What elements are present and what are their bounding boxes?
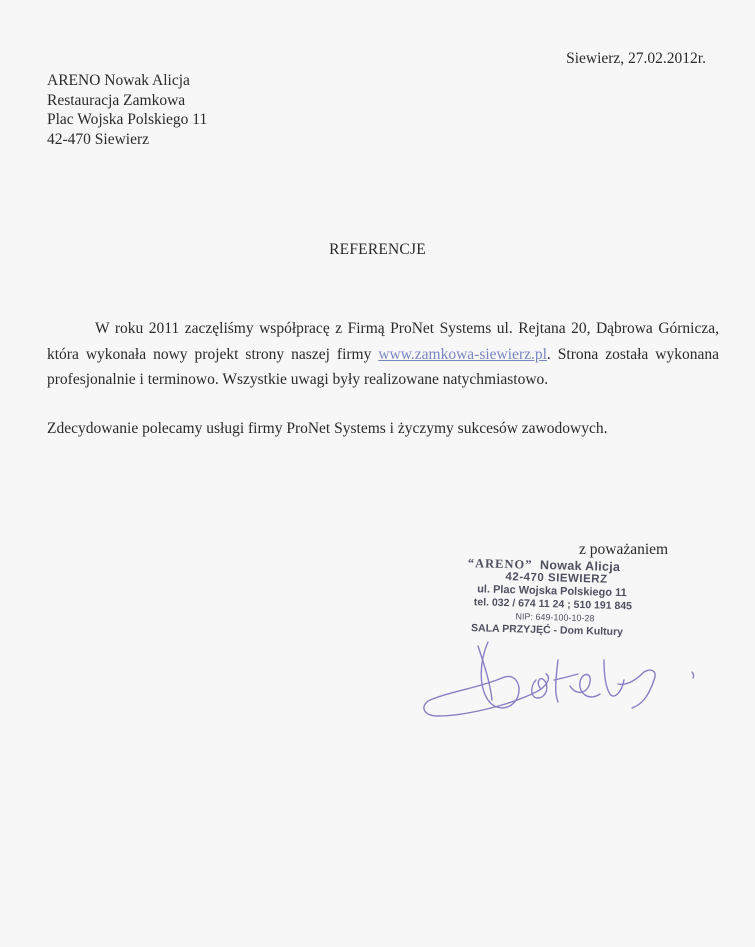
stamp-owner-name: Nowak Alicja — [539, 557, 621, 575]
paragraph-1-text-end: . Strona została wykonana profesjonalnie i terminowo. Wszystkie uwagi były realizowane natychmiastowo. — [47, 345, 719, 388]
letter-body — [47, 316, 719, 441]
stamp-line-phone: tel. 032 / 674 11 24 ; 510 191 845 — [473, 596, 633, 613]
company-stamp — [464, 557, 676, 640]
stamp-line-street: ul. Plac Wojska Polskiego 11 — [477, 583, 627, 600]
letter-date: Siewierz, 27.02.2012r. — [566, 50, 706, 67]
letter-title: REFERENCJE — [329, 241, 426, 258]
recipient-address — [47, 71, 207, 149]
body-paragraph-2: Zdecydowanie polecamy usługi firmy ProNet Systems i życzymy sukcesów zawodowych. — [47, 419, 608, 437]
recipient-city: 42-470 Siewierz — [47, 130, 150, 148]
body-paragraph-1 — [47, 316, 719, 393]
stamp-line-venue: SALA PRZYJĘĆ - Dom Kultury — [470, 622, 624, 639]
recipient-name: ARENO Nowak Alicja — [47, 72, 190, 89]
handwritten-signature — [418, 630, 718, 730]
closing-salutation: z poważaniem — [579, 541, 669, 558]
recipient-street: Plac Wojska Polskiego 11 — [47, 111, 208, 128]
stamp-line-nip: NIP: 649-100-10-28 — [515, 611, 595, 624]
stamp-firm-name: “ARENO” — [467, 556, 533, 572]
stamp-line-city: 42-470 SIEWIERZ — [505, 571, 608, 586]
website-link[interactable]: www.zamkowa-siewierz.pl — [378, 345, 547, 363]
recipient-business: Restauracja Zamkowa — [47, 91, 186, 109]
paragraph-1-text-start: W roku 2011 zaczęliśmy współpracę z Firmą ProNet Systems ul. Rejtana 20, Dąbrowa Górnicza, która wykonała nowy projekt strony naszej firmy — [47, 320, 719, 363]
